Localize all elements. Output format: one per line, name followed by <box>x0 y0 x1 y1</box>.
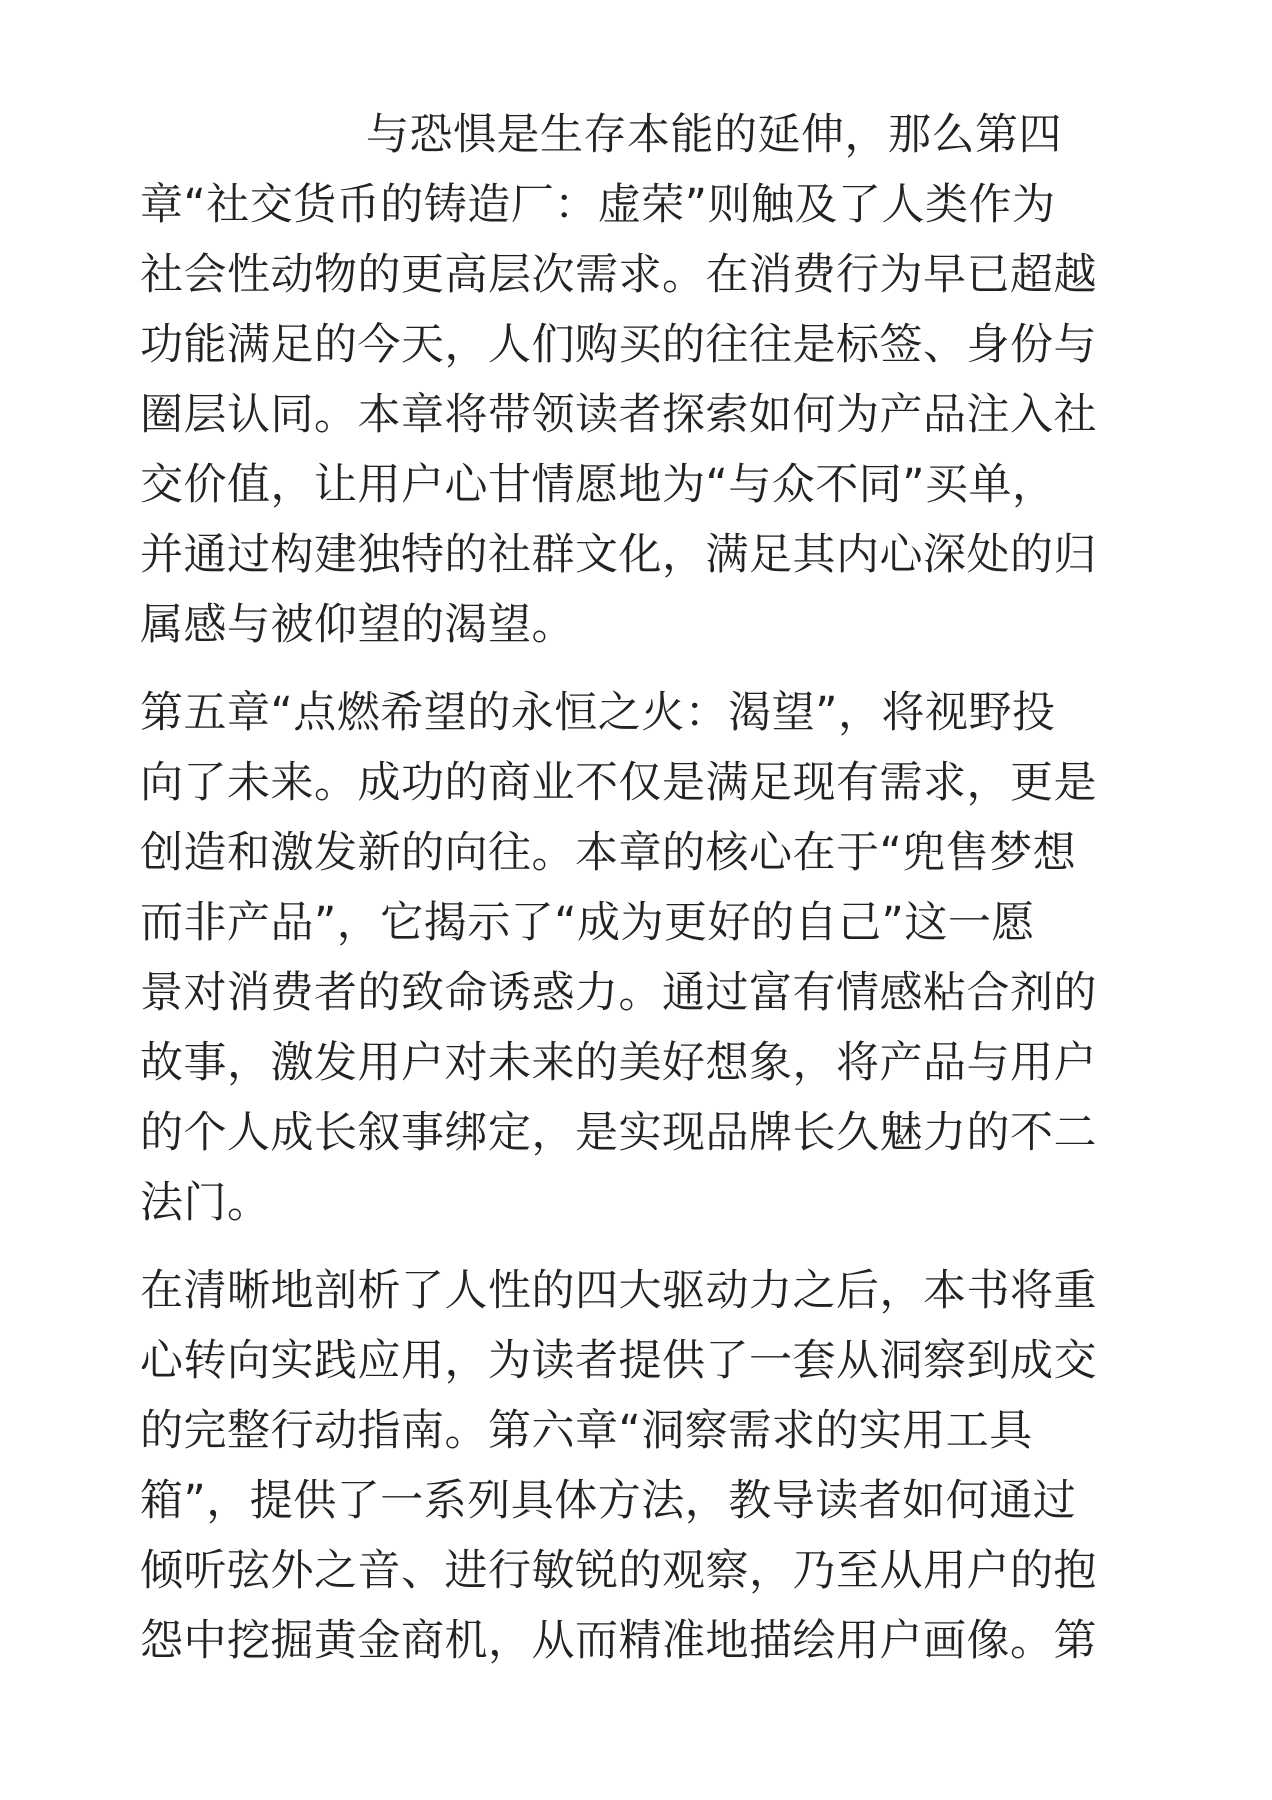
paragraph-chapter-five <box>140 678 1140 1238</box>
text-line: 法门。 <box>140 1178 271 1228</box>
text-line: 景对消费者的致命诱惑力。通过富有情感粘合剂的 <box>140 968 1097 1018</box>
text-line: 圈层认同。本章将带领读者探索如何为产品注入社 <box>140 390 1097 440</box>
text-line: 故事，激发用户对未来的美好想象，将产品与用户 <box>140 1038 1097 1088</box>
text-line: 箱”，提供了一系列具体方法，教导读者如何通过 <box>140 1476 1077 1526</box>
text-line: 功能满足的今天，人们购买的往往是标签、身份与 <box>140 320 1097 370</box>
text-line: 怨中挖掘黄金商机，从而精准地描绘用户画像。第 <box>140 1616 1097 1666</box>
paragraph-chapter-six <box>140 1256 1140 1676</box>
text-line: 创造和激发新的向往。本章的核心在于“兜售梦想 <box>140 828 1077 878</box>
text-line: 并通过构建独特的社群文化，满足其内心深处的归 <box>140 530 1097 580</box>
text-line: 第五章“点燃希望的永恒之火：渴望”，将视野投 <box>140 688 1056 738</box>
text-line: 社会性动物的更高层次需求。在消费行为早已超越 <box>140 250 1097 300</box>
text-line: 交价值，让用户心甘情愿地为“与众不同”买单， <box>140 460 1056 510</box>
text-line: 在清晰地剖析了人性的四大驱动力之后，本书将重 <box>140 1266 1097 1316</box>
text-line: 向了未来。成功的商业不仅是满足现有需求，更是 <box>140 758 1097 808</box>
text-line: 倾听弦外之音、进行敏锐的观察，乃至从用户的抱 <box>140 1546 1097 1596</box>
text-line: 而非产品”，它揭示了“成为更好的自己”这一愿 <box>140 898 1035 948</box>
text-line: 章“社交货币的铸造厂：虚荣”则触及了人类作为 <box>140 180 1056 230</box>
text-line: 的个人成长叙事绑定，是实现品牌长久魅力的不二 <box>140 1108 1097 1158</box>
text-line: 心转向实践应用，为读者提供了一套从洞察到成交 <box>140 1336 1097 1386</box>
text-line: 与恐惧是生存本能的延伸，那么第四 <box>366 110 1062 160</box>
paragraph-chapter-four <box>140 100 1140 660</box>
text-line: 属感与被仰望的渴望。 <box>140 600 575 650</box>
article-body <box>140 100 1140 1694</box>
text-line: 的完整行动指南。第六章“洞察需求的实用工具 <box>140 1406 1033 1456</box>
